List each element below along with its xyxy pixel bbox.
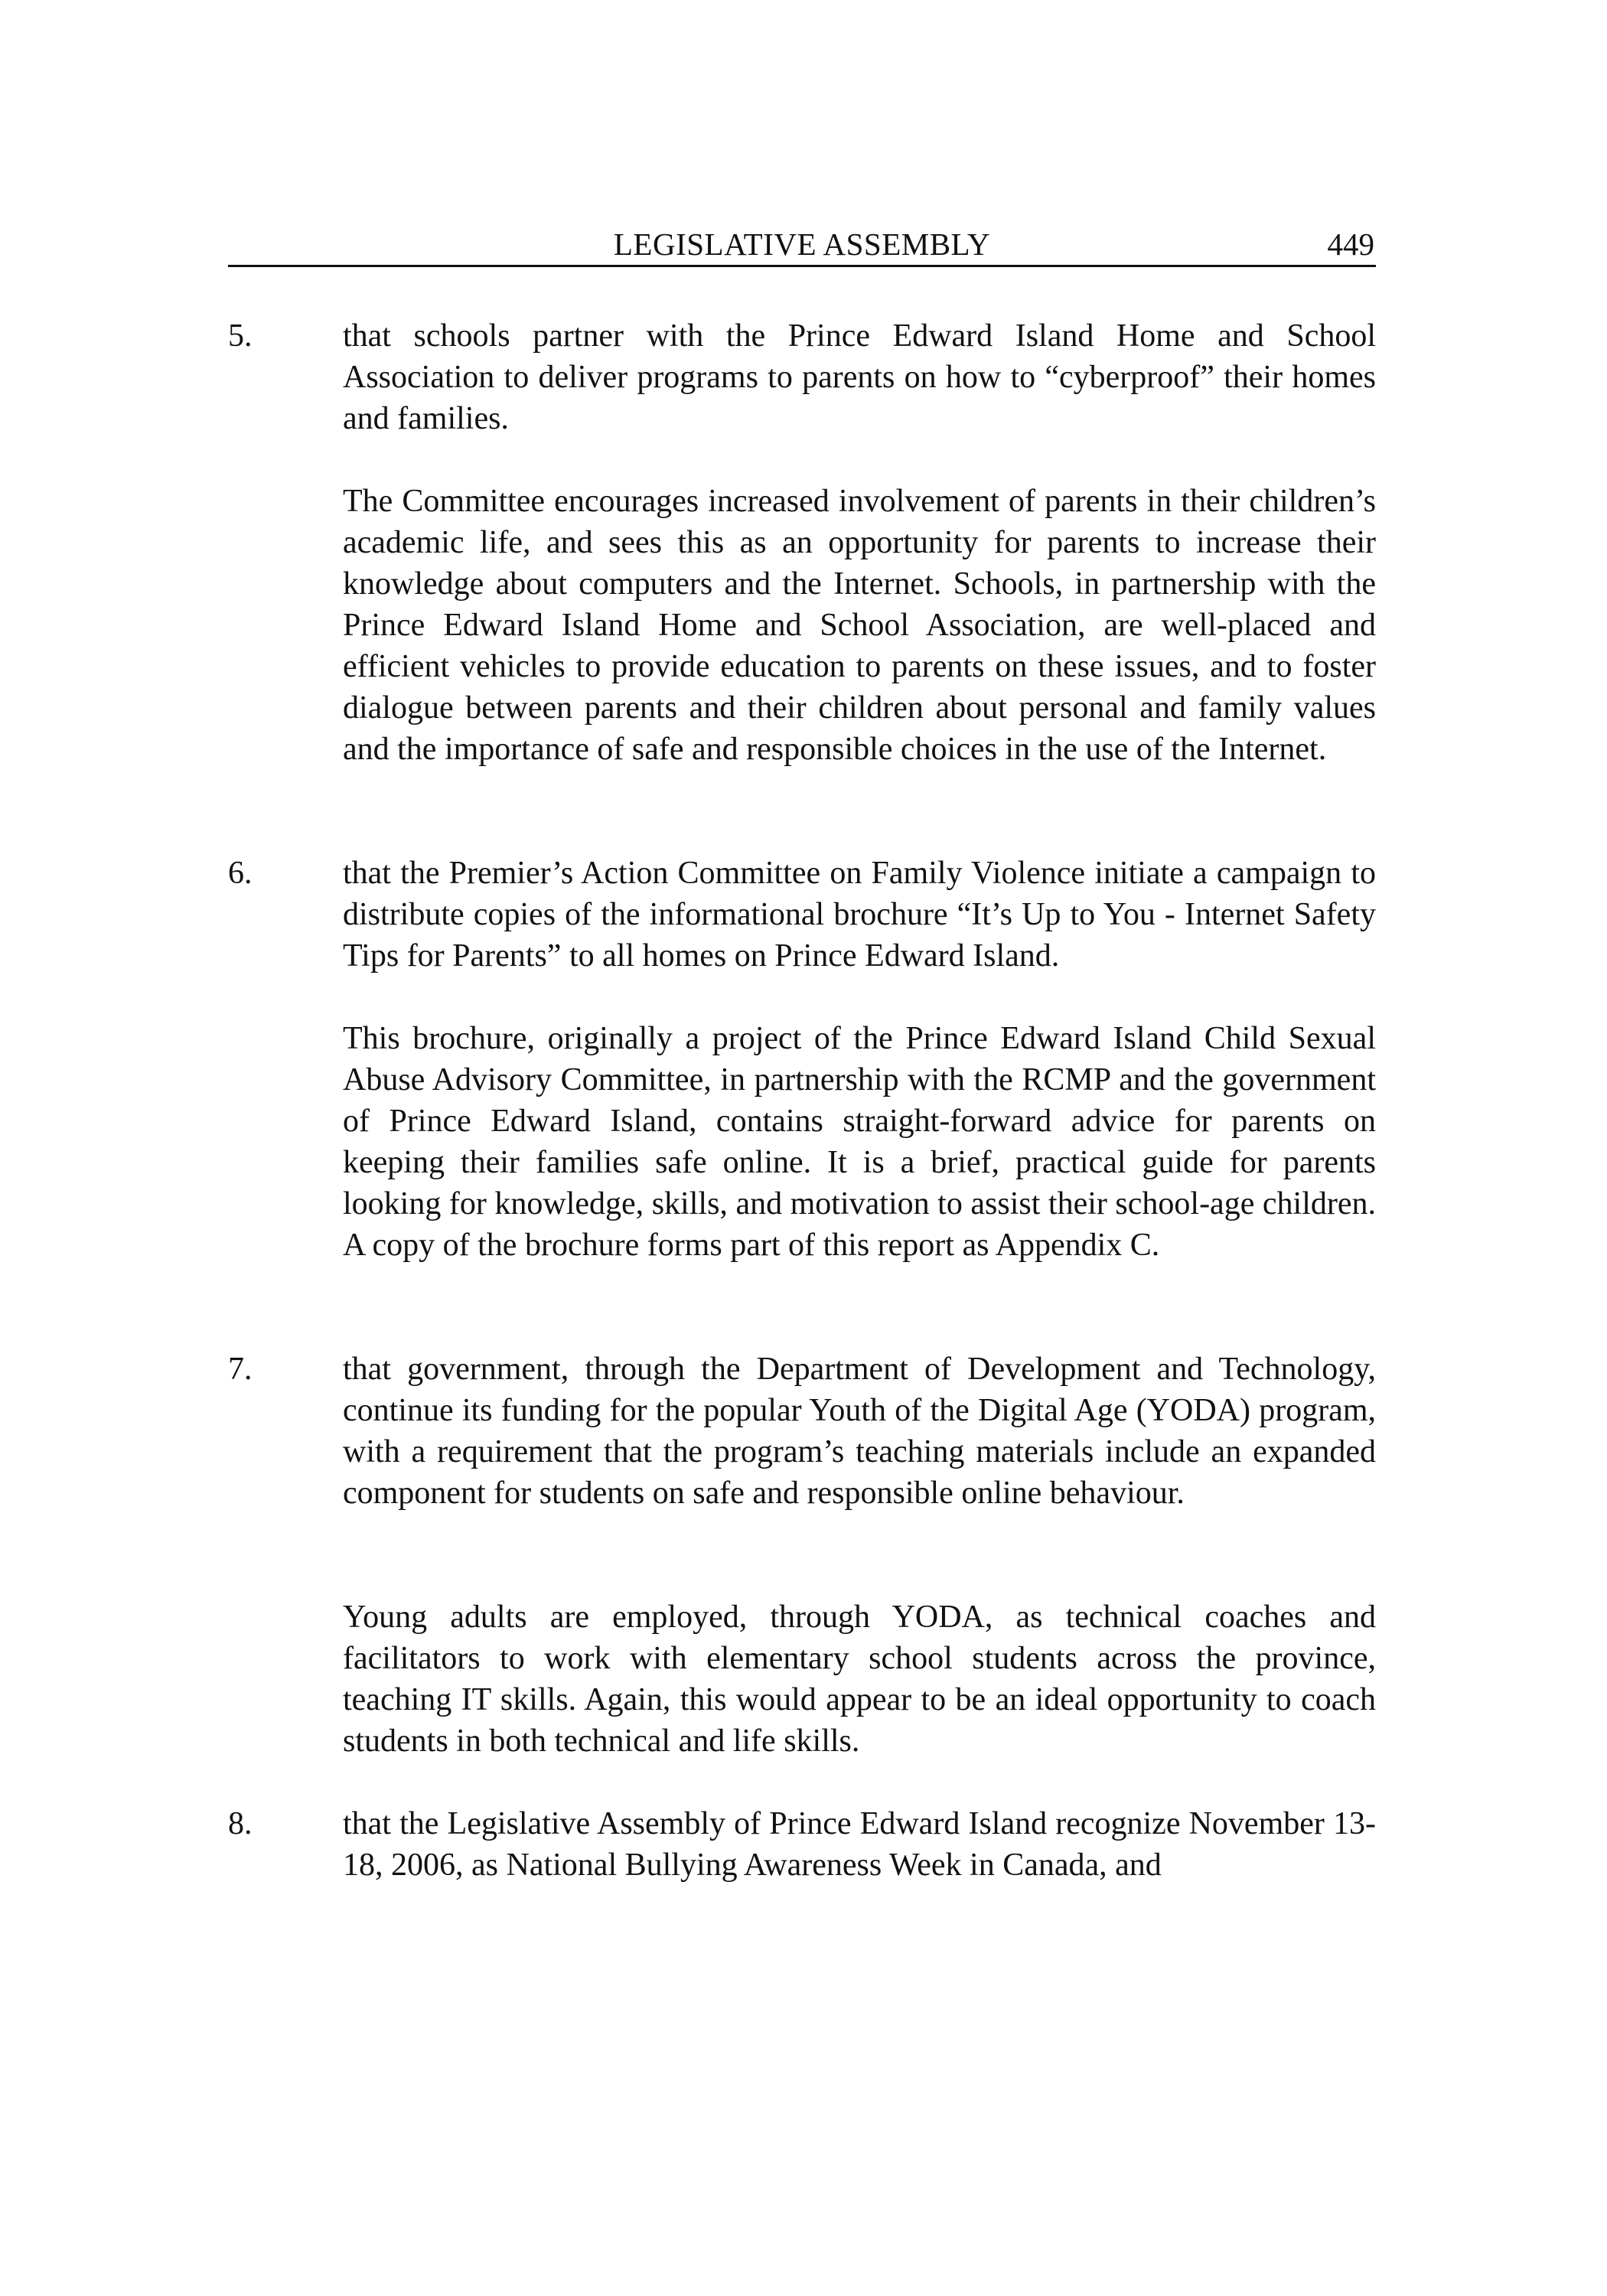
recommendation-6: that the Premier’s Action Committee on Family Violence initiate a campaign to distribute copies of the informational brochure “It’s Up to You - Internet Safety Tips for Parents” to all homes on Prince Edward Island.	[343, 856, 1376, 974]
page-number: 449	[1327, 227, 1374, 262]
item-number-8: 8.	[228, 1806, 253, 1841]
running-header	[228, 222, 1376, 266]
recommendation-8: that the Legislative Assembly of Prince Edward Island recognize November 13-18, 2006, as National Bullying Awareness Week in Canada, and	[343, 1806, 1376, 1883]
commentary-6: This brochure, originally a project of the Prince Edward Island Child Sexual Abuse Advisory Committee, in partnership with the RCMP and the government of Prince Edward Island, contains straight-forward advice for parents on keeping their families safe online. It is a brief, practical guide for parents looking for knowledge, skills, and motivation to assist their school-age children. A copy of the brochure forms part of this report as Appendix C.	[343, 1021, 1376, 1263]
item-number-7: 7.	[228, 1352, 253, 1387]
commentary-5: The Committee encourages increased involvement of parents in their children’s academic life, and sees this as an opportunity for parents to increase their knowledge about computers and the Internet. Schools, in partnership with the Prince Edward Island Home and School Association, are well-placed and efficient vehicles to provide education to parents on these issues, and to foster dialogue between parents and their children about personal and family values and the importance of safe and responsible choices in the use of the Internet.	[343, 484, 1376, 767]
recommendation-7: that government, through the Department of Development and Technology, continue its funding for the popular Youth of the Digital Age (YODA) program, with a requirement that the program’s teaching materials include an expanded component for students on safe and responsible online behaviour.	[343, 1352, 1376, 1511]
item-number-5: 5.	[228, 318, 253, 354]
item-number-6: 6.	[228, 856, 253, 891]
recommendation-5: that schools partner with the Prince Edward Island Home and School Association to deliver programs to parents on how to “cyberproof” their homes and families.	[343, 318, 1376, 436]
commentary-7: Young adults are employed, through YODA, as technical coaches and facilitators to work with elementary school students across the province, teaching IT skills. Again, this would appear to be an ideal opportunity to coach students in both technical and life skills.	[343, 1600, 1376, 1759]
header-title: LEGISLATIVE ASSEMBLY	[613, 227, 991, 262]
header-rule	[228, 265, 1376, 267]
